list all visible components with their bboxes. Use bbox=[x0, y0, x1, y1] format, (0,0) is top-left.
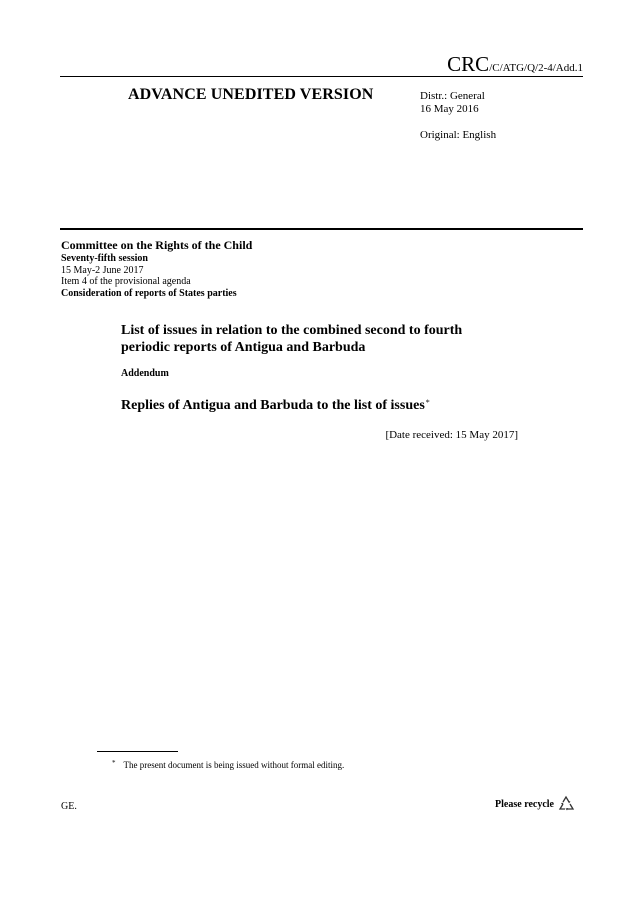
agenda-item: Item 4 of the provisional agenda bbox=[61, 276, 191, 287]
original-language: Original: English bbox=[420, 129, 497, 141]
section-rule bbox=[60, 228, 583, 230]
committee-name: Committee on the Rights of the Child bbox=[61, 238, 253, 252]
session-dates: 15 May-2 June 2017 bbox=[61, 264, 144, 276]
date-received: [Date received: 15 May 2017] bbox=[385, 429, 518, 441]
recycle-label: Please recycle bbox=[495, 798, 554, 810]
footnote-marker: * bbox=[112, 759, 116, 767]
title-line-2: periodic reports of Antigua and Barbuda bbox=[121, 340, 366, 355]
replies-footnote-marker: * bbox=[425, 398, 430, 407]
footnote bbox=[112, 759, 344, 770]
footnote-rule bbox=[97, 751, 178, 752]
replies-title bbox=[121, 398, 430, 414]
agenda-title: Consideration of reports of States parties bbox=[61, 287, 237, 299]
document-symbol-main: CRC bbox=[447, 52, 490, 76]
addendum-label: Addendum bbox=[121, 368, 169, 379]
distribution: Distr.: General bbox=[420, 90, 485, 102]
version-label: ADVANCE UNEDITED VERSION bbox=[128, 86, 374, 103]
recycle-notice bbox=[495, 793, 578, 815]
title-line-1: List of issues in relation to the combined second to fourth bbox=[121, 323, 463, 338]
document-date: 16 May 2016 bbox=[420, 103, 479, 115]
session-name: Seventy-fifth session bbox=[61, 253, 148, 264]
footnote-text: The present document is being issued without formal editing. bbox=[123, 760, 345, 770]
document-title bbox=[121, 322, 521, 356]
replies-title-text: Replies of Antigua and Barbuda to the list of issues bbox=[121, 398, 425, 413]
header-rule bbox=[60, 76, 583, 77]
document-symbol bbox=[447, 52, 583, 77]
ge-number: GE. bbox=[61, 801, 77, 812]
distribution-block bbox=[420, 90, 485, 116]
document-symbol-suffix: /C/ATG/Q/2-4/Add.1 bbox=[489, 62, 583, 74]
session-info bbox=[61, 253, 237, 299]
recycle-icon bbox=[556, 793, 578, 815]
